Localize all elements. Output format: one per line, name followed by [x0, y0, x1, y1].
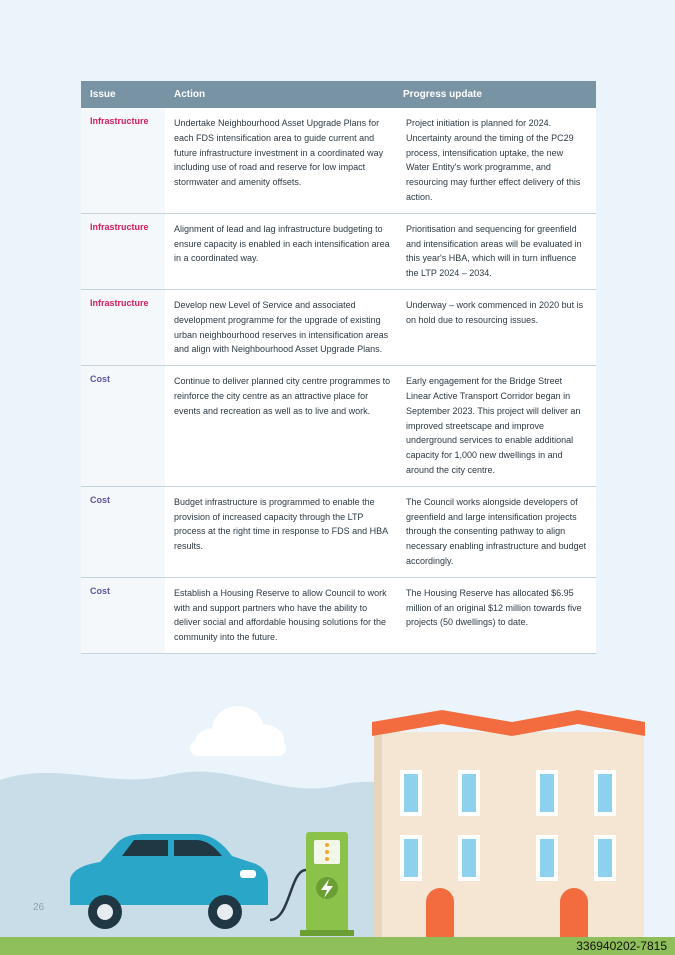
issue-cell: Cost [81, 366, 165, 486]
table-row [81, 366, 596, 487]
table-row [81, 487, 596, 578]
progress-cell: Underway – work commenced in 2020 but is on hold due to resourcing issues. [397, 290, 596, 365]
action-cell: Undertake Neighbourhood Asset Upgrade Plans for each FDS intensification area to guide current and future infrastructure investment in a coordinated way including use of road and reserve for low impact stormwater and amenity offsets. [165, 108, 397, 213]
grass [0, 937, 675, 955]
action-cell: Alignment of lead and lag infrastructure budgeting to ensure capacity is enabled in each intensification area in a coordinated way. [165, 214, 397, 289]
action-cell: Develop new Level of Service and associated development programme for the upgrade of existing urban neighbourhood reserves in intensification areas and align with Neighbourhood Asset Upgrade Plans. [165, 290, 397, 365]
action-cell: Budget infrastructure is programmed to enable the provision of increased capacity through the LTP process at the right time in response to FDS and HBA results. [165, 487, 397, 577]
header-issue: Issue [90, 89, 116, 100]
issue-cell: Cost [81, 578, 165, 653]
progress-table [81, 81, 596, 654]
issue-cell: Cost [81, 487, 165, 577]
issue-cell: Infrastructure [81, 214, 165, 289]
page-number: 26 [33, 902, 45, 913]
ev-housing-illustration [0, 690, 675, 955]
issue-cell: Infrastructure [81, 108, 165, 213]
header-action: Action [174, 89, 206, 100]
progress-cell: The Housing Reserve has allocated $6.95 million of an original $12 million towards five projects (50 dwellings) to date. [397, 578, 596, 653]
progress-cell: The Council works alongside developers of greenfield and large intensification projects through the consenting pathway to align necessary enabling infrastructure and budget accordingly. [397, 487, 596, 577]
table-row [81, 108, 596, 214]
progress-cell: Project initiation is planned for 2024. Uncertainty around the timing of the PC29 process, intensification uptake, the new Water Entity's work programme, and resourcing may further effect delivery of this action. [397, 108, 596, 213]
issue-cell: Infrastructure [81, 290, 165, 365]
table-header [81, 81, 596, 108]
action-cell: Continue to deliver planned city centre programmes to reinforce the city centre as an attractive place for events and recreation as well as to live and work. [165, 366, 397, 486]
table-row [81, 214, 596, 290]
cloud-icon [190, 706, 286, 756]
table-row [81, 578, 596, 654]
document-id: 336940202-7815 [576, 939, 667, 953]
action-cell: Establish a Housing Reserve to allow Council to work with and support partners who have the ability to deliver social and affordable housing solutions for the community into the future. [165, 578, 397, 653]
progress-cell: Prioritisation and sequencing for greenfield and intensification areas will be evaluated in this year's HBA, which will in turn influence the LTP 2024 – 2034. [397, 214, 596, 289]
building-icon [372, 710, 645, 937]
progress-cell: Early engagement for the Bridge Street Linear Active Transport Corridor began in September 2023. This project will deliver an improved streetscape and improve underground services to enable additional capacity for 1,000 new dwellings in and around the city centre. [397, 366, 596, 486]
header-progress: Progress update [403, 89, 482, 100]
table-row [81, 290, 596, 366]
